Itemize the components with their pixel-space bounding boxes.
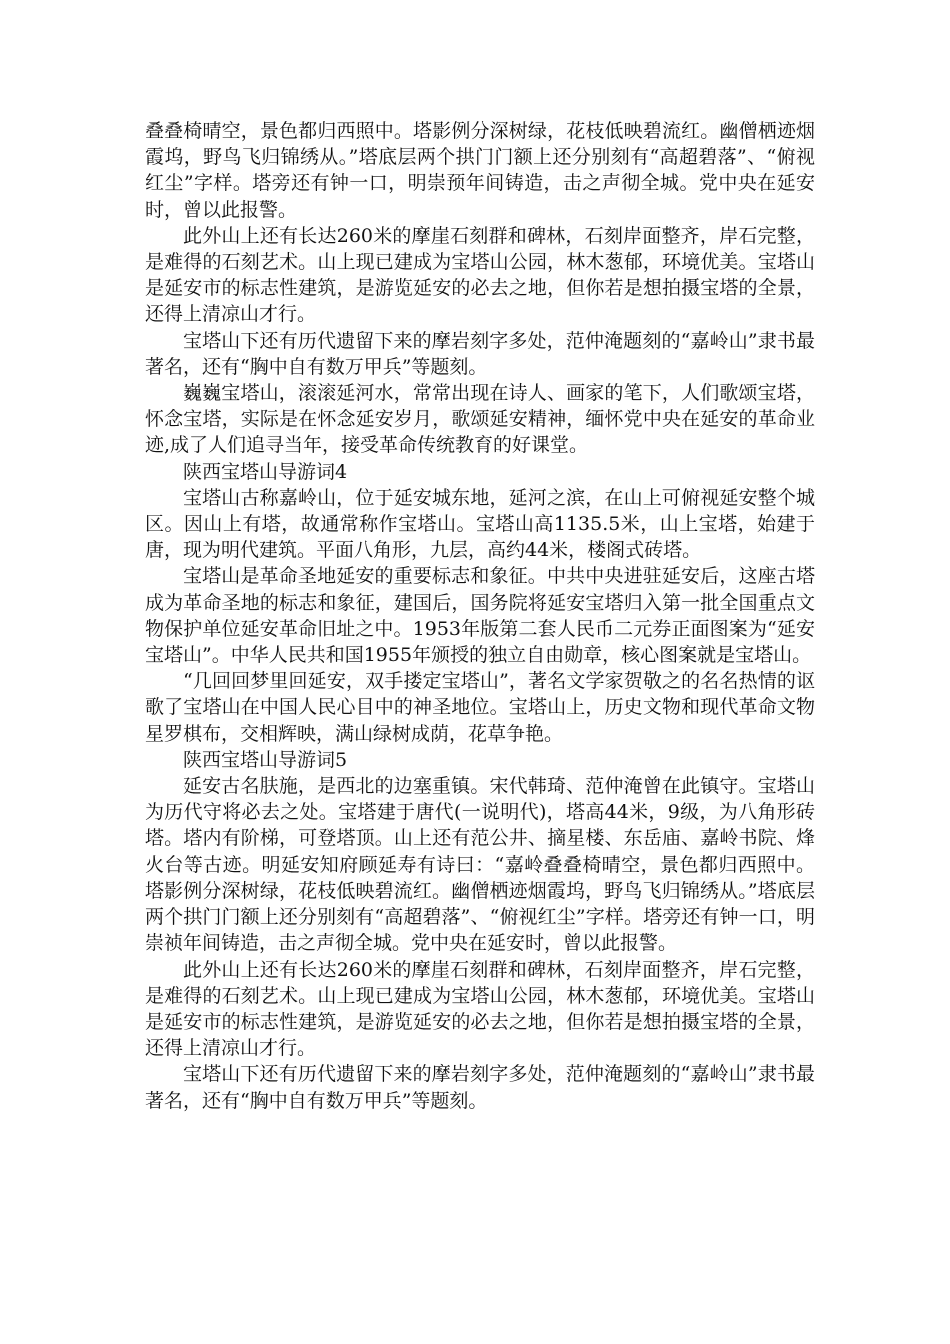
- section-heading-5: 陕西宝塔山导游词5: [183, 748, 348, 771]
- paragraph-4: 巍巍宝塔山，滚滚延河水，常常出现在诗人、画家的笔下，人们歌颂宝塔，怀念宝塔，实际是在怀念延安岁月，歌颂延安精神，缅怀党中央在延安的革命业迹,成了人们追寻当年，接受革命传统教育的好课堂。: [145, 382, 815, 457]
- paragraph-8: “几回回梦里回延安，双手搂定宝塔山”，著名文学家贺敬之的名名热情的讴歌了宝塔山在中国人民心目中的神圣地位。宝塔山上，历史文物和现代革命文物星罗棋布，交相辉映，满山绿树成荫，花草争艳。: [145, 670, 815, 745]
- paragraph-10: 延安古名肤施，是西北的边塞重镇。宋代韩琦、范仲淹曾在此镇守。宝塔山为历代守将必去之处。宝塔建于唐代(一说明代)，塔高44米，9级，为八角形砖塔。塔内有阶梯，可登塔顶。山上还有范公井、摘星楼、东岳庙、嘉岭书院、烽火台等古迹。明延安知府顾延寿有诗曰：“嘉岭叠叠椅晴空，景色都归西照中。塔影例分深树绿，花枝低映碧流红。幽僧栖迹烟霞坞，野鸟飞归锦绣从。”塔底层两个拱门门额上还分别刻有“高超碧落”、“俯视红尘”字样。塔旁还有钟一口，明崇祯年间铸造，击之声彻全城。党中央在延安时，曾以此报警。: [145, 775, 815, 955]
- section-heading-4: 陕西宝塔山导游词4: [183, 460, 348, 483]
- document-page: [145, 118, 815, 1114]
- paragraph-1: 叠叠椅晴空，景色都归西照中。塔影例分深树绿，花枝低映碧流红。幽僧栖迹烟霞坞，野鸟飞归锦绣从。”塔底层两个拱门门额上还分别刻有“高超碧落”、“俯视红尘”字样。塔旁还有钟一口，明崇预年间铸造，击之声彻全城。党中央在延安时，曾以此报警。: [145, 120, 815, 221]
- paragraph-7: 宝塔山是革命圣地延安的重要标志和象征。中共中央进驻延安后，这座古塔成为革命圣地的标志和象征，建国后，国务院将延安宝塔归入第一批全国重点文物保护单位延安革命旧址之中。1953年版第二套人民币二元券正面图案为“延安宝塔山”。中华人民共和国1955年颁授的独立自由勋章，核心图案就是宝塔山。: [145, 565, 815, 667]
- paragraph-3: 宝塔山下还有历代遗留下来的摩岩刻字多处，范仲淹题刻的“嘉岭山”隶书最著名，还有“胸中自有数万甲兵”等题刻。: [145, 329, 815, 378]
- paragraph-6: 宝塔山古称嘉岭山，位于延安城东地，延河之滨，在山上可俯视延安整个城区。因山上有塔，故通常称作宝塔山。宝塔山高1135.5米，山上宝塔，始建于唐，现为明代建筑。平面八角形，九层，高约44米，楼阁式砖塔。: [145, 486, 815, 562]
- paragraph-12: 宝塔山下还有历代遗留下来的摩岩刻字多处，范仲淹题刻的“嘉岭山”隶书最 著名，还有“胸中自有数万甲兵”等题刻。: [145, 1063, 815, 1112]
- paragraph-2: 此外山上还有长达260米的摩崖石刻群和碑林，石刻岸面整齐，岸石完整，是难得的石刻艺术。山上现已建成为宝塔山公园，林木葱郁，环境优美。宝塔山是延安市的标志性建筑，是游览延安的必去之地，但你若是想拍摄宝塔的全景，还得上清凉山才行。: [145, 224, 815, 326]
- paragraph-11: 此外山上还有长达260米的摩崖石刻群和碑林，石刻岸面整齐，岸石完整，是难得的石刻艺术。山上现已建成为宝塔山公园，林木葱郁，环境优美。宝塔山是延安市的标志性建筑，是游览延安的必去之地，但你若是想拍摄宝塔的全景，还得上清凉山才行。: [145, 958, 815, 1060]
